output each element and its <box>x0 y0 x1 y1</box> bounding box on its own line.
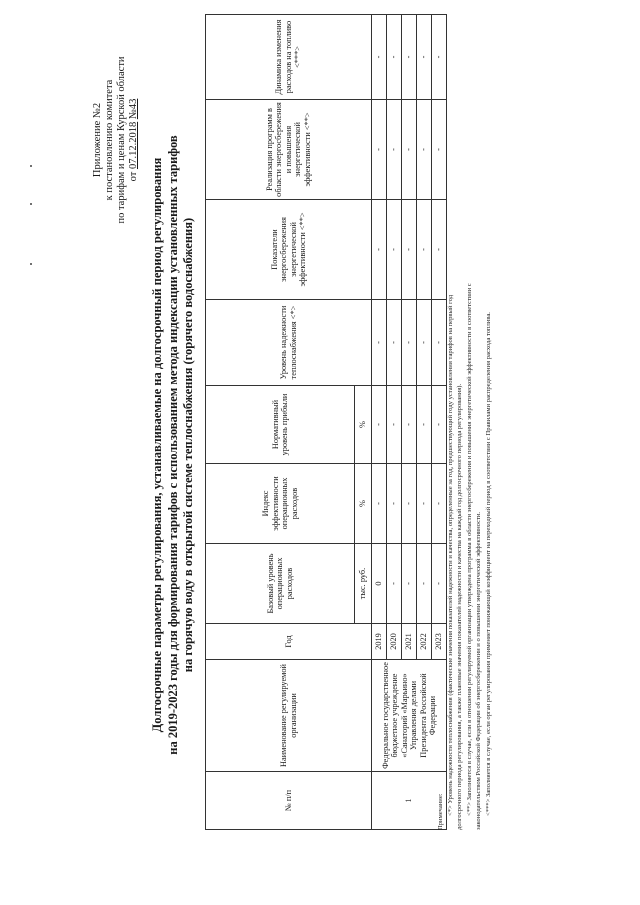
cell-profit: - <box>387 386 402 464</box>
cell-program: - <box>402 100 417 200</box>
table-row <box>372 15 387 830</box>
note-2-line-1: <**> Заполняется в случае, если в отношении регулируемой организации утверждена программа в области энергосбережения и повышения энергетической эффективности в соответствии с <box>465 283 473 816</box>
cell-year: 2022 <box>417 624 432 660</box>
note-2-line-2: законодательством Российской Федерации об энергосбережении и о повышении энергетической эффективности. <box>475 511 483 830</box>
cell-base: - <box>402 544 417 624</box>
cell-profit: - <box>372 386 387 464</box>
cell-reliability: - <box>402 300 417 386</box>
scan-speck <box>30 263 32 265</box>
header-reliability: Уровень надежности теплоснабжения <*> <box>206 300 372 386</box>
cell-fuel: - <box>402 15 417 100</box>
cell-year: 2020 <box>387 624 402 660</box>
header-profit-level: Нормативный уровень прибыли <box>206 386 355 464</box>
header-row <box>206 15 355 830</box>
cell-index: - <box>387 464 402 544</box>
cell-reliability: - <box>417 300 432 386</box>
title-line-1: Долгосрочные параметры регулирования, устанавливаемые на долгосрочный период регулирования <box>150 157 164 733</box>
cell-profit: - <box>432 386 447 464</box>
document-title <box>150 85 197 805</box>
cell-base: - <box>417 544 432 624</box>
appendix-line-committee: к постановлению комитета <box>104 79 115 201</box>
cell-year: 2023 <box>432 624 447 660</box>
appendix-line-region: по тарифам и ценам Курской области <box>116 56 127 224</box>
cell-program: - <box>387 100 402 200</box>
header-fuel: Динамика изменения расходов на топливо <***> <box>206 15 372 100</box>
appendix-date: 07.12.2018 <box>128 121 139 170</box>
row-number: 1 <box>372 772 447 830</box>
unit-index: % <box>355 464 372 544</box>
cell-base: 0 <box>372 544 387 624</box>
cell-reliability: - <box>432 300 447 386</box>
parameters-table <box>205 14 447 830</box>
cell-reliability: - <box>372 300 387 386</box>
header-program: Реализация программ в области энергосбережения и повышения энергетической эффективности <**> <box>206 100 372 200</box>
appendix-date-prefix: от <box>128 171 139 182</box>
cell-profit: - <box>417 386 432 464</box>
cell-energy: - <box>372 200 387 300</box>
unit-profit: % <box>355 386 372 464</box>
cell-program: - <box>417 100 432 200</box>
title-line-3: на горячую воду в открытой системе теплоснабжения (горячего водоснабжения) <box>181 217 195 673</box>
cell-index: - <box>402 464 417 544</box>
cell-profit: - <box>402 386 417 464</box>
cell-year: 2021 <box>402 624 417 660</box>
appendix-date-line <box>128 25 140 255</box>
cell-fuel: - <box>372 15 387 100</box>
appendix-number: №43 <box>128 98 139 120</box>
cell-program: - <box>432 100 447 200</box>
scan-speck <box>30 203 32 205</box>
header-num: № п/п <box>206 772 372 830</box>
scan-speck <box>30 165 32 167</box>
title-line-2: на 2019-2023 годы для формирования тарифов с использованием метода индексации установленных тарифов <box>165 135 180 755</box>
cell-energy: - <box>402 200 417 300</box>
organization-name: Федеральное государственное бюджетное учреждение «Санаторий «Марьино» Управления делами Президента Российской Федерации <box>372 660 447 772</box>
cell-energy: - <box>432 200 447 300</box>
cell-year: 2019 <box>372 624 387 660</box>
cell-fuel: - <box>417 15 432 100</box>
cell-index: - <box>372 464 387 544</box>
cell-energy: - <box>387 200 402 300</box>
cell-fuel: - <box>432 15 447 100</box>
appendix-block <box>92 25 140 255</box>
header-energy-indicators: Показатели энергосбережения энергетической эффективности <**> <box>206 200 372 300</box>
cell-base: - <box>387 544 402 624</box>
unit-base: тыс. руб. <box>355 544 372 624</box>
header-base-level: Базовый уровень операционных расходов <box>206 544 355 624</box>
cell-index: - <box>432 464 447 544</box>
cell-index: - <box>417 464 432 544</box>
note-1-line-1: <*> Уровень надежности теплоснабжения (фактические значения показателей надежности и качества, определенные за год, предшествующий году установления тарифов на первый год <box>446 294 454 816</box>
cell-program: - <box>372 100 387 200</box>
cell-reliability: - <box>387 300 402 386</box>
appendix-title: Приложение №2 <box>92 102 103 178</box>
header-year: Год <box>206 624 372 660</box>
cell-fuel: - <box>387 15 402 100</box>
cell-base: - <box>432 544 447 624</box>
header-organization: Наименование регулируемой организации <box>206 660 372 772</box>
cell-energy: - <box>417 200 432 300</box>
note-3: <***> Заполняется в случае, если орган регулирования применяет понижающий коэффициент на переходный период в соответствии с Правилами распределения расхода топлива. <box>484 312 492 816</box>
notes-block <box>436 10 494 830</box>
note-1-line-2: долгосрочного периода регулирования, а также плановые значения показателей надежности и качества на каждый год долгосрочного периода регулирования). <box>456 383 464 830</box>
header-efficiency-index: Индекс эффективности операционных расходов <box>206 464 355 544</box>
notes-heading: Примечание: <box>437 793 444 830</box>
